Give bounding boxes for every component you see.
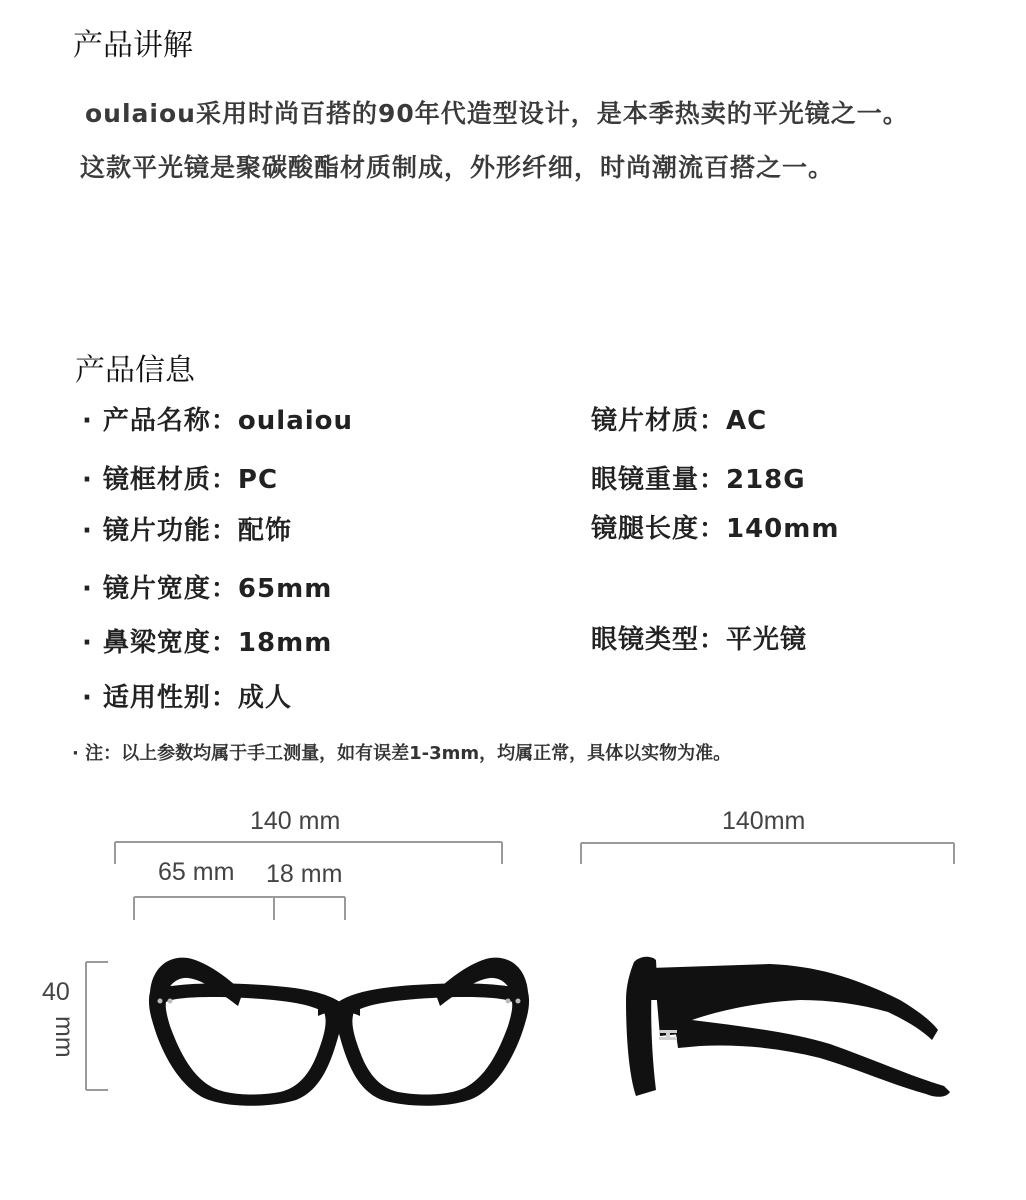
spec-weight: 眼镜重量：218G bbox=[591, 465, 806, 495]
spec-glasses-type: 眼镜类型：平光镜 bbox=[591, 625, 808, 655]
side-length-label: 140mm bbox=[722, 807, 806, 835]
spec-lens-material: 镜片材质：AC bbox=[591, 406, 768, 436]
spec-temple-length: 镜腿长度：140mm bbox=[591, 514, 840, 544]
height-value-label: 40 bbox=[42, 978, 70, 1006]
intro-line-1: oulaiou采用时尚百搭的90年代造型设计，是本季热卖的平光镜之一。 bbox=[85, 99, 909, 128]
info-heading: 产品信息 bbox=[75, 353, 195, 388]
measurement-note: · 注：以上参数均属于手工测量，如有误差1-3mm，均属正常，具体以实物为准。 bbox=[72, 743, 732, 764]
spec-frame-material: · 镜框材质：PC bbox=[82, 465, 279, 495]
spec-product-name: · 产品名称：oulaiou bbox=[82, 406, 354, 436]
height-unit-label: mm bbox=[50, 1016, 78, 1058]
hinge-detail bbox=[666, 1030, 670, 1040]
spec-lens-width: · 镜片宽度：65mm bbox=[82, 574, 333, 604]
bridge-width-label: 18 mm bbox=[266, 860, 343, 888]
spec-gender: · 适用性别：成人 bbox=[82, 683, 292, 713]
intro-heading: 产品讲解 bbox=[73, 28, 193, 63]
front-width-label: 140 mm bbox=[250, 807, 341, 835]
lens-width-label: 65 mm bbox=[158, 858, 235, 886]
spec-lens-function: · 镜片功能：配饰 bbox=[82, 516, 292, 546]
side-temple-lower bbox=[676, 1020, 950, 1097]
intro-line-2: 这款平光镜是聚碳酸酯材质制成，外形纤细，时尚潮流百搭之一。 bbox=[80, 153, 835, 182]
spec-bridge-width: · 鼻梁宽度：18mm bbox=[82, 628, 333, 658]
